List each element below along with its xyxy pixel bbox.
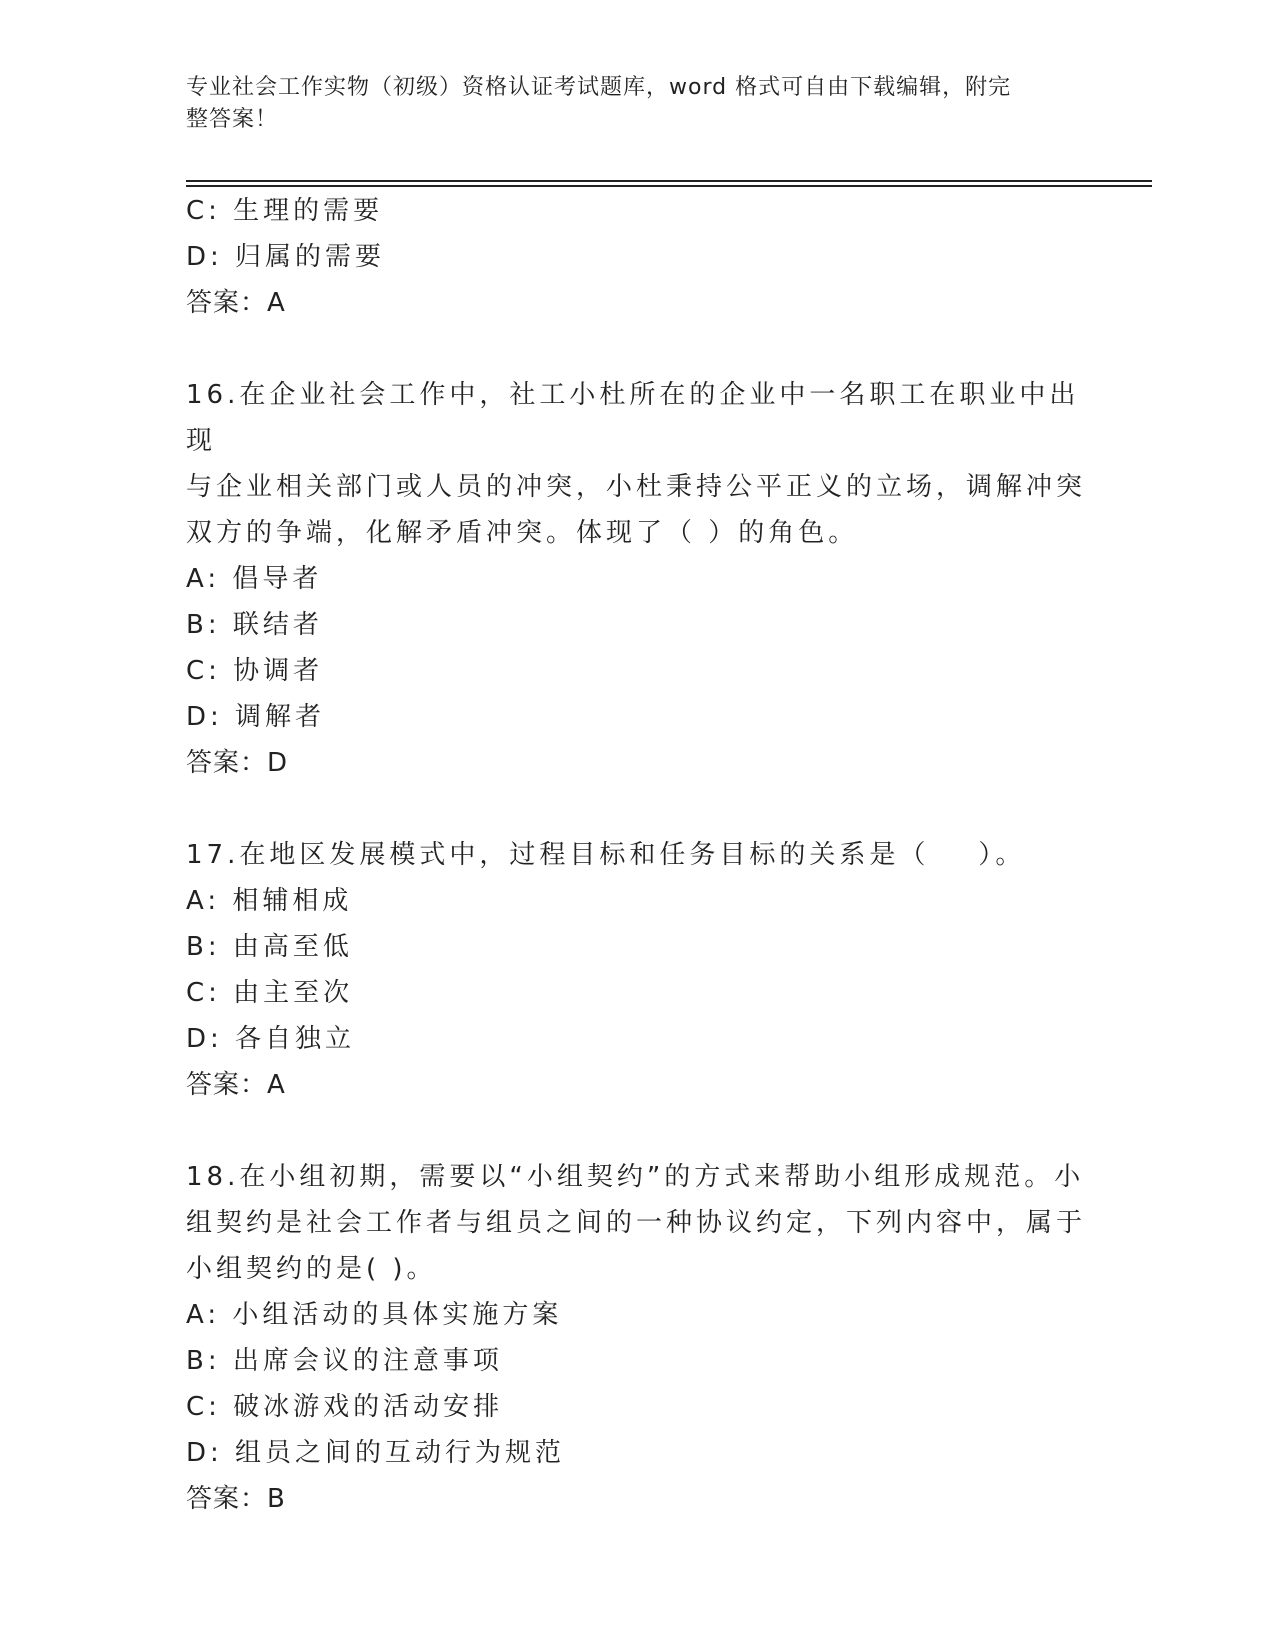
question-stem-line: 17.在地区发展模式中，过程目标和任务目标的关系是（ ）。	[186, 840, 1026, 870]
question-stem-line: 双方的争端，化解矛盾冲突。体现了（ ）的角色。	[186, 518, 859, 548]
header-line-2: 整答案！	[186, 107, 279, 132]
header-divider-bottom	[186, 185, 1152, 187]
question-stem-line: 18.在小组初期，需要以“小组契约”的方式来帮助小组形成规范。小	[186, 1162, 1085, 1192]
option-c: C: 破冰游戏的活动安排	[186, 1392, 504, 1422]
option-c: C: 生理的需要	[186, 196, 384, 226]
option-b: B: 出席会议的注意事项	[186, 1346, 503, 1376]
option-a: A: 相辅相成	[186, 886, 353, 916]
question-block-17	[186, 832, 1086, 1108]
header-line-1: 专业社会工作实物（初级）资格认证考试题库，word 格式可自由下载编辑，附完	[186, 75, 1012, 100]
question-stem-line: 组契约是社会工作者与组员之间的一种协议约定，下列内容中，属于	[186, 1208, 1087, 1238]
document-header	[186, 72, 1066, 136]
option-d: D: 各自独立	[186, 1024, 356, 1054]
option-c: C: 由主至次	[186, 978, 354, 1008]
option-d: D: 调解者	[186, 702, 326, 732]
question-block-15-tail	[186, 188, 1086, 326]
answer-line: 答案：D	[186, 748, 289, 778]
question-block-16	[186, 372, 1086, 786]
option-a: A: 小组活动的具体实施方案	[186, 1300, 563, 1330]
question-stem-line: 小组契约的是( )。	[186, 1254, 437, 1284]
option-b: B: 联结者	[186, 610, 323, 640]
header-divider-top	[186, 180, 1152, 182]
answer-line: 答案：A	[186, 288, 286, 318]
question-stem-line: 与企业相关部门或人员的冲突，小杜秉持公平正义的立场，调解冲突	[186, 472, 1087, 502]
question-stem-line: 16.在企业社会工作中，社工小杜所在的企业中一名职工在职业中出现	[186, 380, 1080, 456]
answer-line: 答案：A	[186, 1070, 286, 1100]
option-d: D: 组员之间的互动行为规范	[186, 1438, 566, 1468]
option-c: C: 协调者	[186, 656, 324, 686]
option-b: B: 由高至低	[186, 932, 353, 962]
option-a: A: 倡导者	[186, 564, 323, 594]
answer-line: 答案：B	[186, 1484, 286, 1514]
question-content	[186, 188, 1086, 1522]
question-block-18	[186, 1154, 1086, 1522]
option-d: D: 归属的需要	[186, 242, 386, 272]
